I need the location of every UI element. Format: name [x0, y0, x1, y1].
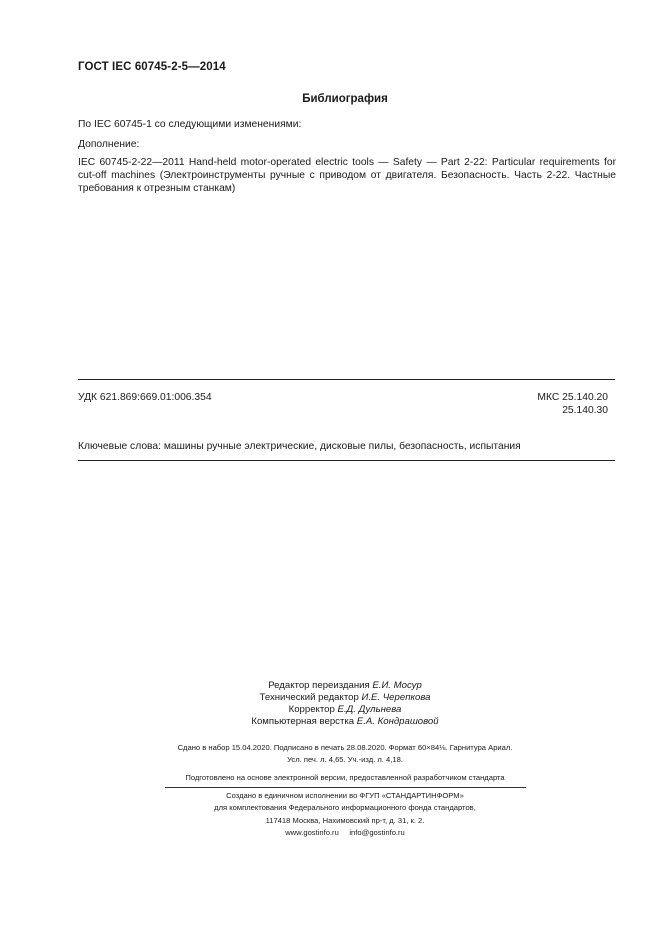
- tech-editor-name: И.Е. Черепкова: [361, 692, 431, 703]
- prepared-note: Подготовлено на основе электронной версии, предоставленной разработчиком стандарта: [185, 773, 505, 782]
- proofreader-label: Корректор: [288, 704, 335, 715]
- top-divider: [78, 379, 615, 380]
- editor-name: Е.И. Мосур: [372, 680, 422, 691]
- mks-code-1: МКС 25.140.20: [537, 392, 608, 403]
- mks-code-2: 25.140.30: [562, 405, 608, 416]
- editor-label: Редактор переиздания: [268, 680, 370, 691]
- bibliography-reference: IEC 60745-2-22—2011 Hand-held motor-operated electric tools — Safety — Part 2-22: Particular requirements for cut-off machines (Электроинструменты ручные с приводом от двигателя. Безопасность. Часть 2-22. Частные требования к отрезным станкам): [78, 157, 616, 194]
- layout-line: [0, 715, 661, 728]
- addition-label: Дополнение:: [78, 139, 140, 150]
- print-info-2: Усл. печ. л. 4,65. Уч.-изд. л. 4,18.: [287, 755, 403, 764]
- publisher-address: 117418 Москва, Нахимовский пр-т, д. 31, к. 2.: [265, 816, 425, 825]
- layout-name: Е.А. Кондрашовой: [356, 716, 439, 727]
- layout-label: Компьютерная верстка: [251, 716, 355, 727]
- standard-code: ГОСТ IEC 60745-2-5—2014: [78, 61, 226, 73]
- print-info-1: Сдано в набор 15.04.2020. Подписано в печать 28.08.2020. Формат 60×84⅛. Гарнитура Ариал.: [177, 743, 513, 752]
- publisher-line-1: Создано в единичном исполнении во ФГУП «СТАНДАРТИНФОРМ»: [226, 791, 464, 800]
- udc-code: УДК 621.869:669.01:006.354: [78, 392, 212, 403]
- email-link: info@gostinfo.ru: [349, 828, 405, 837]
- website-link: www.gostinfo.ru: [285, 828, 339, 837]
- publisher-line-2: для комплектования Федерального информационного фонда стандартов,: [214, 803, 476, 812]
- bibliography-title: Библиография: [302, 93, 388, 105]
- proofreader-name: Е.Д. Дульнева: [337, 704, 402, 715]
- keywords: Ключевые слова: машины ручные электрические, дисковые пилы, безопасность, испытания: [78, 441, 521, 452]
- imprint-divider: [165, 787, 526, 788]
- bottom-divider: [78, 460, 615, 461]
- tech-editor-label: Технический редактор: [259, 692, 359, 703]
- bibliography-intro: По IEC 60745-1 со следующими изменениями:: [78, 119, 302, 130]
- contacts-line: [0, 827, 661, 838]
